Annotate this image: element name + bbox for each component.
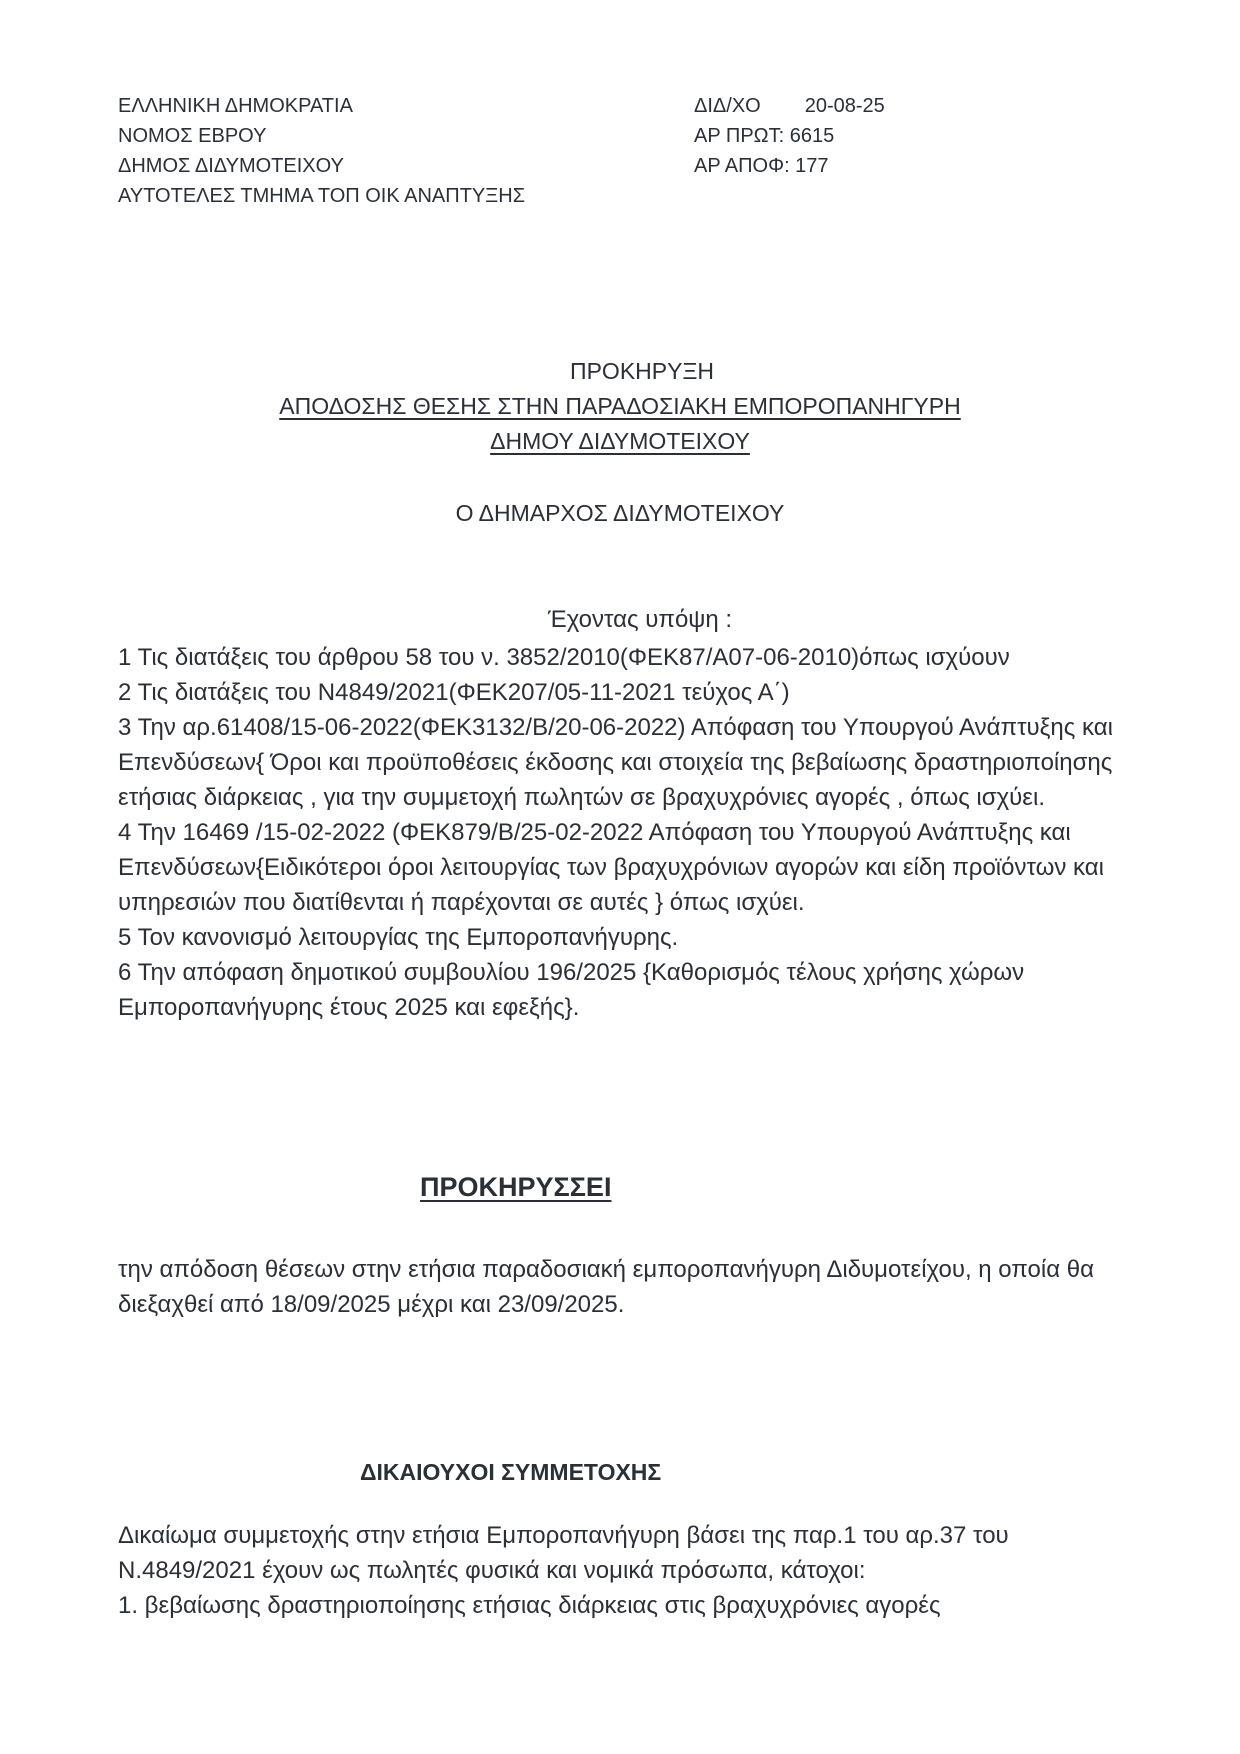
clause: 3 Την αρ.61408/15-06-2022(ΦΕΚ3132/Β/20-06-2022) Απόφαση του Υπουργού Ανάπτυξης και Επενδύσεων{ Όροι και προϋποθέσεις έκδοσης και στοιχεία της βεβαίωσης δραστηριοποίησης ετήσιας διάρκειας , για την συμμετοχή πωλητών σε βραχυχρόνιες αγορές , όπως ισχύει. bbox=[118, 714, 1113, 811]
clause: 5 Τον κανονισμό λειτουργίας της Εμποροπανήγυρης. bbox=[118, 924, 679, 951]
date: 20-08-25 bbox=[804, 95, 885, 117]
clause: 2 Τις διατάξεις του Ν4849/2021(ΦΕΚ207/05-11-2021 τεύχος Α΄) bbox=[118, 679, 790, 706]
eligibility-heading: ΔΙΚΑΙΟΥΧΟΙ ΣΥΜΜΕΤΟΧΗΣ bbox=[360, 1459, 662, 1485]
issuer-line: ΕΛΛΗΝΙΚΗ ΔΗΜΟΚΡΑΤΙΑ bbox=[118, 95, 353, 117]
reference-block bbox=[694, 91, 885, 181]
place-date-line bbox=[694, 91, 885, 121]
proclamation-heading: ΠΡΟΚΗΡΥΣΣΕΙ bbox=[420, 1172, 612, 1202]
clause: 1 Τις διατάξεις του άρθρου 58 του ν. 3852/2010(ΦΕΚ87/Α07-06-2010)όπως ισχύουν bbox=[118, 644, 1010, 671]
clause: 4 Την 16469 /15-02-2022 (ΦΕΚ879/Β/25-02-2022 Απόφαση του Υπουργού Ανάπτυξης και Επενδύσεων{Ειδικότεροι όροι λειτουργίας των βραχυχρόνιων αγορών και είδη προϊόντων και υπηρεσιών που διατίθενται ή παρέχονται σε αυτές } όπως ισχύει. bbox=[118, 819, 1104, 916]
issuer-line: ΝΟΜΟΣ ΕΒΡΟΥ bbox=[118, 125, 267, 147]
document-subtitle: ΑΠΟΔΟΣΗΣ ΘΕΣΗΣ ΣΤΗΝ ΠΑΡΑΔΟΣΙΑΚΗ ΕΜΠΟΡΟΠΑΝΗΓΥΡΗ bbox=[279, 393, 961, 419]
decision-number: ΑΡ ΑΠΟΦ: 177 bbox=[694, 155, 829, 177]
eligibility-item: 1. βεβαίωσης δραστηριοποίησης ετήσιας διάρκειας στις βραχυχρόνιες αγορές bbox=[118, 1592, 941, 1619]
document-title: ΠΡΟΚΗΡΥΞΗ bbox=[569, 358, 715, 384]
protocol-number: ΑΡ ΠΡΩΤ: 6615 bbox=[694, 125, 835, 147]
issuer-block bbox=[118, 91, 525, 211]
considering-clauses bbox=[118, 640, 1128, 1025]
document-subtitle-municipality: ΔΗΜΟΥ ΔΙΔΥΜΟΤΕΙΧΟΥ bbox=[490, 428, 750, 454]
proclamation-text: την απόδοση θέσεων στην ετήσια παραδοσιακή εμποροπανήγυρη Διδυμοτείχου, η οποία θα διεξαχθεί από 18/09/2025 μέχρι και 23/09/2025. bbox=[118, 1256, 1094, 1318]
place: ΔΙΔ/ΧΟ bbox=[694, 95, 761, 117]
issuer-line: ΔΗΜΟΣ ΔΙΔΥΜΟΤΕΙΧΟΥ bbox=[118, 155, 344, 177]
considering-heading: Έχοντας υπόψη : bbox=[547, 606, 733, 633]
mayor-heading: Ο ΔΗΜΑΡΧΟΣ ΔΙΔΥΜΟΤΕΙΧΟΥ bbox=[455, 500, 785, 526]
eligibility-intro: Δικαίωμα συμμετοχής στην ετήσια Εμποροπανήγυρη βάσει της παρ.1 του αρ.37 του Ν.4849/2021 έχουν ως πωλητές φυσικά και νομικά πρόσωπα, κάτοχοι: bbox=[118, 1522, 1009, 1584]
eligibility-section bbox=[118, 1518, 1128, 1623]
clause: 6 Την απόφαση δημοτικού συμβουλίου 196/2025 {Καθορισμός τέλους χρήσης χώρων Εμποροπανήγυρης έτους 2025 και εφεξής}. bbox=[118, 959, 1025, 1021]
issuer-line: ΑΥΤΟΤΕΛΕΣ ΤΜΗΜΑ ΤΟΠ ΟΙΚ ΑΝΑΠΤΥΞΗΣ bbox=[118, 185, 526, 207]
